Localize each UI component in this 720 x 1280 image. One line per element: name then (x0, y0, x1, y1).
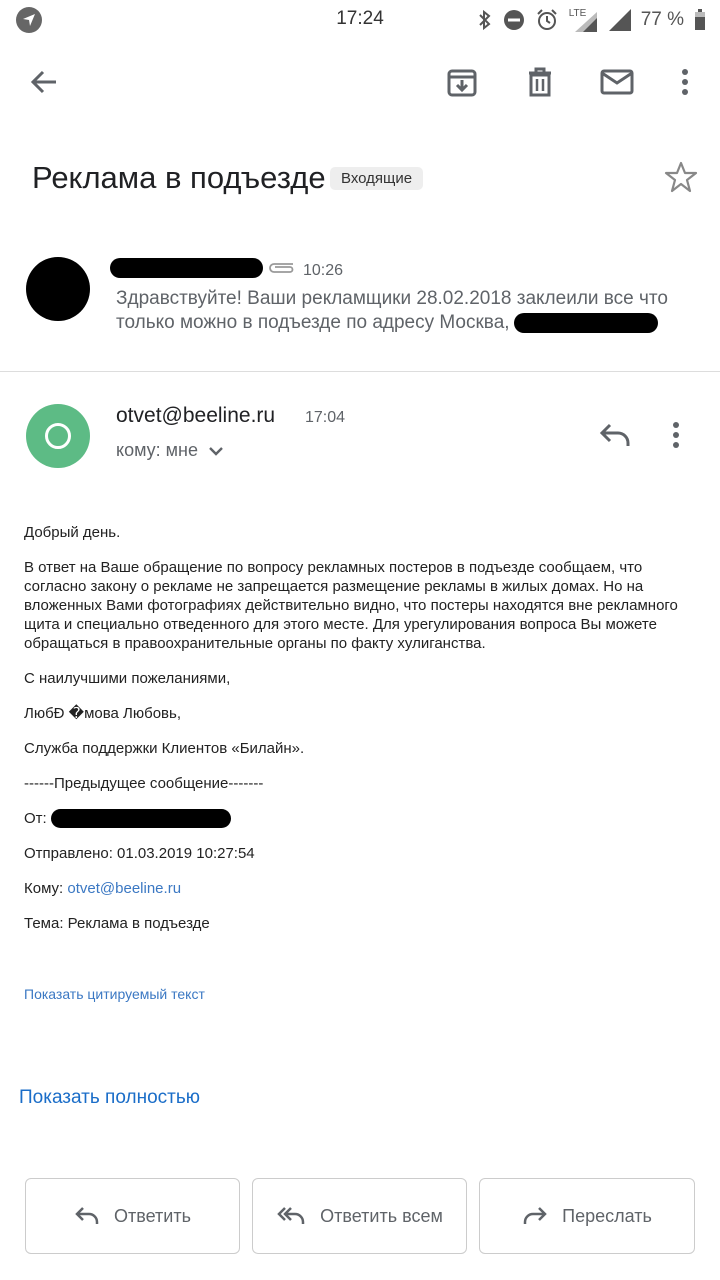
to-label: Кому: (24, 880, 64, 897)
body-paragraph: В ответ на Ваше обращение по вопросу рекламных постеров в подъезде сообщаем, что согласно закону о рекламе не запрещается размещение рекламы в жилых домах. Но на вложенных Вами фотографиях действительно видно, что постеры находятся вне рекламного щита и специально отведенного для этого месте. Для урегулирования вопроса Вы можете обращаться в правоохранительные органы по факту хулиганства. (24, 559, 678, 652)
body-signature-org: Служба поддержки Клиентов «Билайн». (24, 740, 305, 757)
reply-label: Ответить (114, 1205, 191, 1226)
message-time: 10:26 (303, 262, 344, 279)
message-more-button[interactable] (672, 420, 680, 455)
forward-action-button[interactable] (479, 1178, 695, 1254)
body-sent-line: Отправлено: 01.03.2019 10:27:54 (24, 845, 255, 862)
reply-all-icon (276, 1205, 306, 1227)
more-vert-icon (672, 420, 680, 450)
reply-action-button[interactable] (25, 1178, 240, 1254)
star-button[interactable] (664, 160, 698, 199)
reply-all-label: Ответить всем (320, 1205, 443, 1226)
message-collapsed[interactable] (0, 235, 720, 365)
body-from-line (24, 809, 700, 828)
back-arrow-icon (29, 67, 59, 97)
redacted-from (51, 809, 231, 828)
message-body (24, 523, 700, 949)
avatar (26, 257, 90, 321)
do-not-disturb-icon (503, 9, 525, 31)
to-email-link[interactable]: otvet@beeline.ru (67, 880, 182, 897)
archive-icon (446, 66, 478, 98)
redacted-address (514, 313, 658, 333)
sender-avatar (26, 404, 90, 468)
message-snippet (116, 287, 696, 335)
chevron-down-icon (208, 446, 224, 456)
alarm-icon (535, 8, 559, 32)
forward-label: Переслать (562, 1205, 652, 1226)
divider (0, 371, 720, 372)
snippet-line: Здравствуйте! Ваши рекламщики 28.02.2018 заклеили все что (116, 288, 668, 309)
body-signature-name: ЛюбÐ �мова Любовь, (24, 705, 182, 722)
reply-icon (74, 1205, 100, 1227)
mark-unread-button[interactable] (595, 60, 639, 104)
more-vert-icon (681, 68, 689, 96)
show-quoted-text-link[interactable]: Показать цитируемый текст (24, 986, 205, 1002)
status-bar (0, 0, 720, 40)
body-prev-header: ------Предыдущее сообщение------- (24, 775, 264, 792)
archive-button[interactable] (440, 60, 484, 104)
email-subject: Реклама в подъезде (32, 160, 326, 195)
recipients-label: кому: мне (116, 440, 198, 460)
reply-all-action-button[interactable] (252, 1178, 467, 1254)
show-full-message-link[interactable]: Показать полностью (19, 1087, 200, 1108)
battery-icon (694, 9, 706, 31)
body-subject-line: Тема: Реклама в подъезде (24, 915, 210, 932)
status-time: 17:24 (336, 8, 384, 29)
mail-icon (600, 69, 634, 95)
delete-button[interactable] (518, 60, 562, 104)
trash-icon (526, 66, 554, 98)
star-icon (664, 160, 698, 194)
bluetooth-icon (477, 9, 493, 31)
snippet-line: только можно в подъезде по адресу Москва, (116, 312, 510, 333)
sender-email: otvet@beeline.ru (116, 404, 276, 427)
toolbar (0, 42, 720, 122)
forward-icon (522, 1205, 548, 1227)
redacted-sender (110, 258, 263, 278)
body-greeting: Добрый день. (24, 524, 121, 541)
body-to-line (24, 879, 700, 898)
lte-icon: LTE (569, 8, 599, 32)
recipients-toggle[interactable] (116, 440, 224, 461)
body-regards: С наилучшими пожеланиями, (24, 670, 231, 687)
battery-text: 77 % (640, 9, 684, 30)
inbox-label-badge[interactable]: Входящие (330, 167, 423, 190)
attachment-icon (266, 260, 296, 279)
back-button[interactable] (22, 60, 66, 104)
signal-icon (609, 9, 631, 31)
message-time: 17:04 (305, 409, 346, 426)
more-options-button[interactable] (663, 60, 707, 104)
reply-button[interactable] (598, 420, 632, 455)
status-icons (477, 6, 706, 34)
reply-icon (598, 420, 632, 450)
from-label: От: (24, 810, 47, 827)
